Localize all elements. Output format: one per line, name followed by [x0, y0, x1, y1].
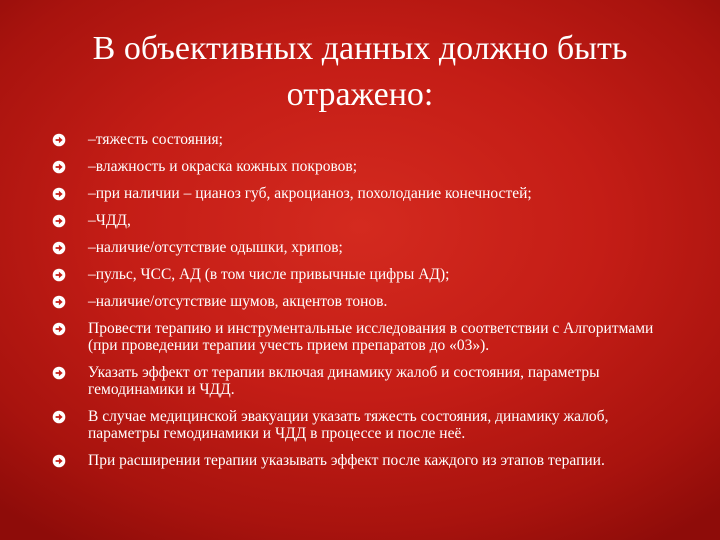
bullet-item — [52, 212, 682, 229]
bullet-item — [52, 158, 682, 175]
bullet-item — [52, 239, 682, 256]
circled-right-arrow-icon — [52, 241, 66, 255]
slide-title: В объективных данных должно быть отражено: — [92, 30, 628, 113]
circled-right-arrow-icon — [52, 133, 66, 147]
circled-right-arrow-icon — [52, 366, 66, 380]
bullet-text: –наличие/отсутствие одышки, хрипов; — [88, 239, 343, 256]
circled-right-arrow-icon — [52, 322, 66, 336]
bullet-item — [52, 452, 682, 469]
circled-right-arrow-icon — [52, 187, 66, 201]
bullet-text: –влажность и окраска кожных покровов; — [88, 158, 358, 175]
bullet-text: –тяжесть состояния; — [88, 131, 223, 148]
bullet-item — [52, 408, 682, 442]
circled-right-arrow-icon — [52, 295, 66, 309]
bullet-item — [52, 131, 682, 148]
circled-right-arrow-icon — [52, 214, 66, 228]
circled-right-arrow-icon — [52, 268, 66, 282]
circled-right-arrow-icon — [52, 454, 66, 468]
bullet-item — [52, 320, 682, 354]
circled-right-arrow-icon — [52, 160, 66, 174]
bullet-list — [52, 131, 682, 469]
circled-right-arrow-icon — [52, 410, 66, 424]
bullet-text: –при наличии – цианоз губ, акроцианоз, похолодание конечностей; — [88, 185, 532, 202]
bullet-item — [52, 364, 682, 398]
bullet-item — [52, 293, 682, 310]
bullet-text: Указать эффект от терапии включая динамику жалоб и состояния, параметры гемодинамики и ЧДД. — [88, 364, 600, 398]
bullet-text: –ЧДД, — [88, 212, 131, 229]
bullet-item — [52, 185, 682, 202]
bullet-text: Провести терапию и инструментальные исследования в соответствии с Алгоритмами (при проведении терапии учесть прием препаратов до «03»). — [88, 320, 654, 354]
bullet-text: В случае медицинской эвакуации указать тяжесть состояния, динамику жалоб, параметры гемодинамики и ЧДД в процессе и после неё. — [88, 408, 609, 442]
bullet-text: При расширении терапии указывать эффект после каждого из этапов терапии. — [88, 452, 605, 469]
bullet-text: –наличие/отсутствие шумов, акцентов тонов. — [88, 293, 388, 310]
bullet-item — [52, 266, 682, 283]
bullet-text: –пульс, ЧСС, АД (в том числе привычные цифры АД); — [88, 266, 450, 283]
